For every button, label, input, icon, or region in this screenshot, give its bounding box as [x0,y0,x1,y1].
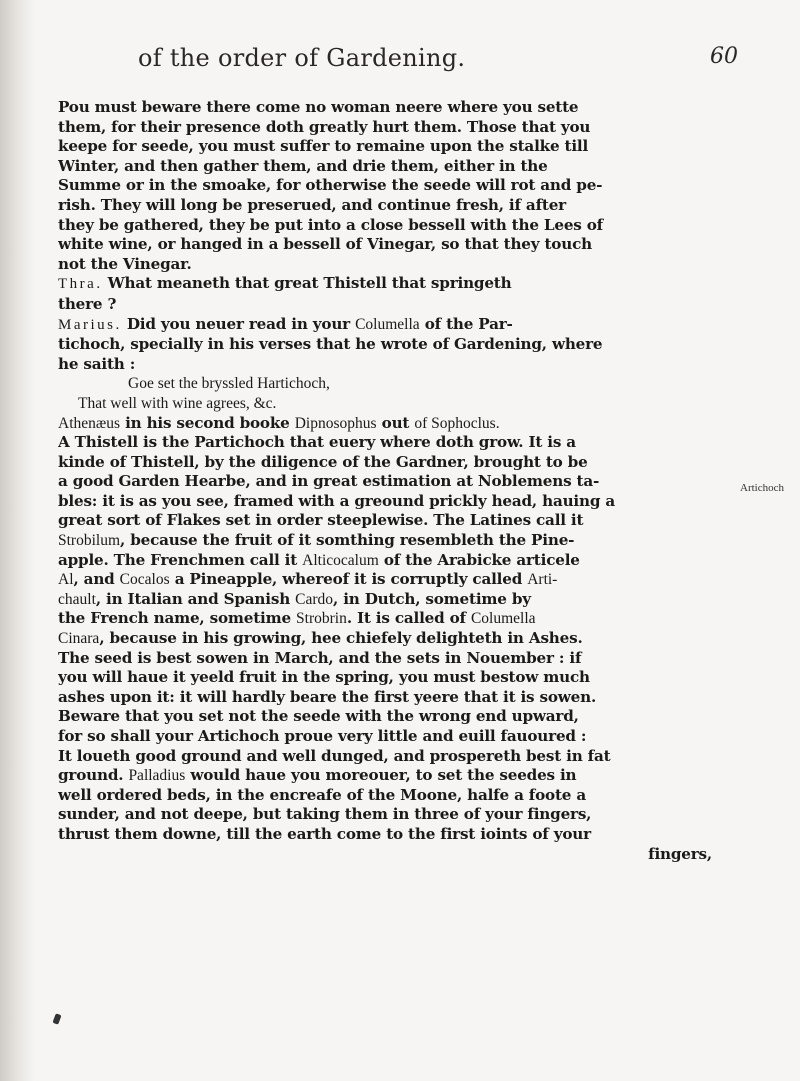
text-segment: he saith : [58,354,136,373]
text-line [58,118,730,138]
text-line [58,629,730,649]
text-segment: great sort of Flakes set in order steeplewise. The Latines call it [58,511,584,530]
text-segment: Columella [355,315,420,333]
text-segment: . It is called of [346,609,471,628]
text-segment: they be gathered, they be put into a close bessell with the Lees of [58,215,604,234]
marginal-note: Artichoch [740,482,784,494]
text-segment: Goe set the bryssled Hartichoch, [128,375,330,393]
text-segment: chault [58,590,96,608]
text-segment: a good Garden Hearbe, and in great estimation at Noblemens ta- [58,472,600,491]
body-text [58,98,730,864]
text-segment: That well with wine agrees, &c. [78,394,277,412]
text-line [58,355,730,375]
text-line [58,531,730,551]
text-segment: would haue you moreouer, to set the seedes in [185,766,577,785]
page-number: 60 [710,44,738,69]
text-segment: Strobrin [296,610,347,628]
ink-smudge [52,1013,61,1024]
text-segment: rish. They will long be preserued, and continue fresh, if after [58,195,566,214]
text-line [58,176,730,196]
text-segment: The seed is best sowen in March, and the sets in Nouember : if [58,648,582,667]
text-line [58,727,730,747]
text-line [58,235,730,255]
text-segment: in his second booke [120,413,295,432]
text-segment: Dipnosophus [294,414,377,432]
text-segment: them, for their presence doth greatly hurt them. Those that you [58,117,591,136]
text-segment: Cardo [295,590,334,608]
text-segment: Cocalos [119,571,170,589]
text-segment: Arti- [527,571,558,589]
text-line [58,255,730,275]
text-segment: well ordered beds, in the encreafe of the Moone, halfe a foote a [58,785,586,804]
text-line [58,216,730,236]
text-line [58,137,730,157]
text-segment: thrust them downe, till the earth come to the first ioints of your [58,824,591,843]
text-segment: kinde of Thistell, by the diligence of the Gardner, brought to be [58,452,588,471]
text-line [58,295,730,315]
text-segment: Beware that you set not the seede with the wrong end upward, [58,707,579,726]
text-segment: out [376,413,415,432]
text-line [58,511,730,531]
text-line [58,98,730,118]
text-segment: Al [58,571,74,589]
text-line [58,551,730,571]
text-line [58,196,730,216]
text-line [58,433,730,453]
text-segment: Palladius [128,767,186,785]
text-segment: Columella [470,610,536,628]
text-line [58,492,730,512]
text-line [58,274,730,295]
text-segment: Marius. [58,316,122,333]
text-line [58,394,730,414]
text-segment: of the Par- [419,314,513,333]
text-segment: A Thistell is the Partichoch that euery where doth grow. It is a [58,433,576,452]
text-line [58,688,730,708]
text-segment: keepe for seede, you must suffer to remaine upon the stalke till [58,137,589,156]
text-segment: not the Vinegar. [58,254,192,273]
text-segment: , in Dutch, sometime by [333,589,531,608]
text-line [58,805,730,825]
text-segment: What meaneth that great Thistell that springeth [102,274,512,293]
text-segment: It loueth good ground and well dunged, and prospereth best in fat [58,746,611,765]
text-segment: fingers, [648,844,712,863]
text-segment: ashes upon it: it will hardly beare the first yeere that it is sowen. [58,687,597,706]
text-segment: , in Italian and Spanish [95,589,296,608]
text-segment: Cinara [58,630,100,648]
text-segment: white wine, or hanged in a bessell of Vinegar, so that they touch [58,235,592,254]
text-segment: Alticocalum [302,551,379,569]
text-line [58,570,730,590]
text-line [58,668,730,688]
text-segment: of Sophoclus. [414,414,500,432]
text-segment: apple. The Frenchmen call it [58,550,303,569]
text-line [58,453,730,473]
text-line [58,472,730,492]
text-line [58,414,730,434]
text-line [58,845,730,865]
running-title: of the order of Gardening. [138,44,466,72]
text-line [58,707,730,727]
text-segment: Summe or in the smoake, for otherwise the seede will rot and pe- [58,176,603,195]
text-segment: Athenæus [58,414,120,432]
text-segment: ground. [58,766,129,785]
text-segment: a Pineapple, whereof it is corruptly called [169,570,528,589]
binding-shadow [0,0,34,1081]
text-segment: the French name, sometime [58,609,297,628]
text-line [58,590,730,610]
text-line [58,315,730,336]
text-line [58,335,730,355]
text-segment: Thra. [58,276,103,293]
text-segment: bles: it is as you see, framed with a greound prickly head, hauing a [58,491,615,510]
text-segment: Pou must beware there come no woman neere where you sette [58,98,579,116]
text-segment: , because in his growing, hee chiefely delighteth in Ashes. [99,629,583,648]
text-segment: of the Arabicke articele [378,550,580,569]
text-segment: you will haue it yeeld fruit in the spring, you must bestow much [58,668,590,687]
text-segment: for so shall your Artichoch proue very little and euill fauoured : [58,727,587,745]
text-segment: there ? [58,294,117,313]
text-segment: Winter, and then gather them, and drie them, either in the [58,156,548,175]
text-segment: tichoch, specially in his verses that he wrote of Gardening, where [58,335,603,354]
text-segment: , because the fruit of it somthing resembleth the Pine- [120,531,575,550]
text-segment: Did you neuer read in your [121,314,356,333]
text-segment: Strobilum [58,532,121,550]
text-line [58,786,730,806]
text-line [58,825,730,845]
running-head [138,44,738,84]
text-line [58,157,730,177]
text-line [58,747,730,767]
text-line [58,609,730,629]
text-segment: sunder, and not deepe, but taking them in three of your fingers, [58,805,592,824]
text-line [58,649,730,669]
text-line [58,766,730,786]
text-line [58,374,730,394]
text-segment: , and [73,570,120,589]
